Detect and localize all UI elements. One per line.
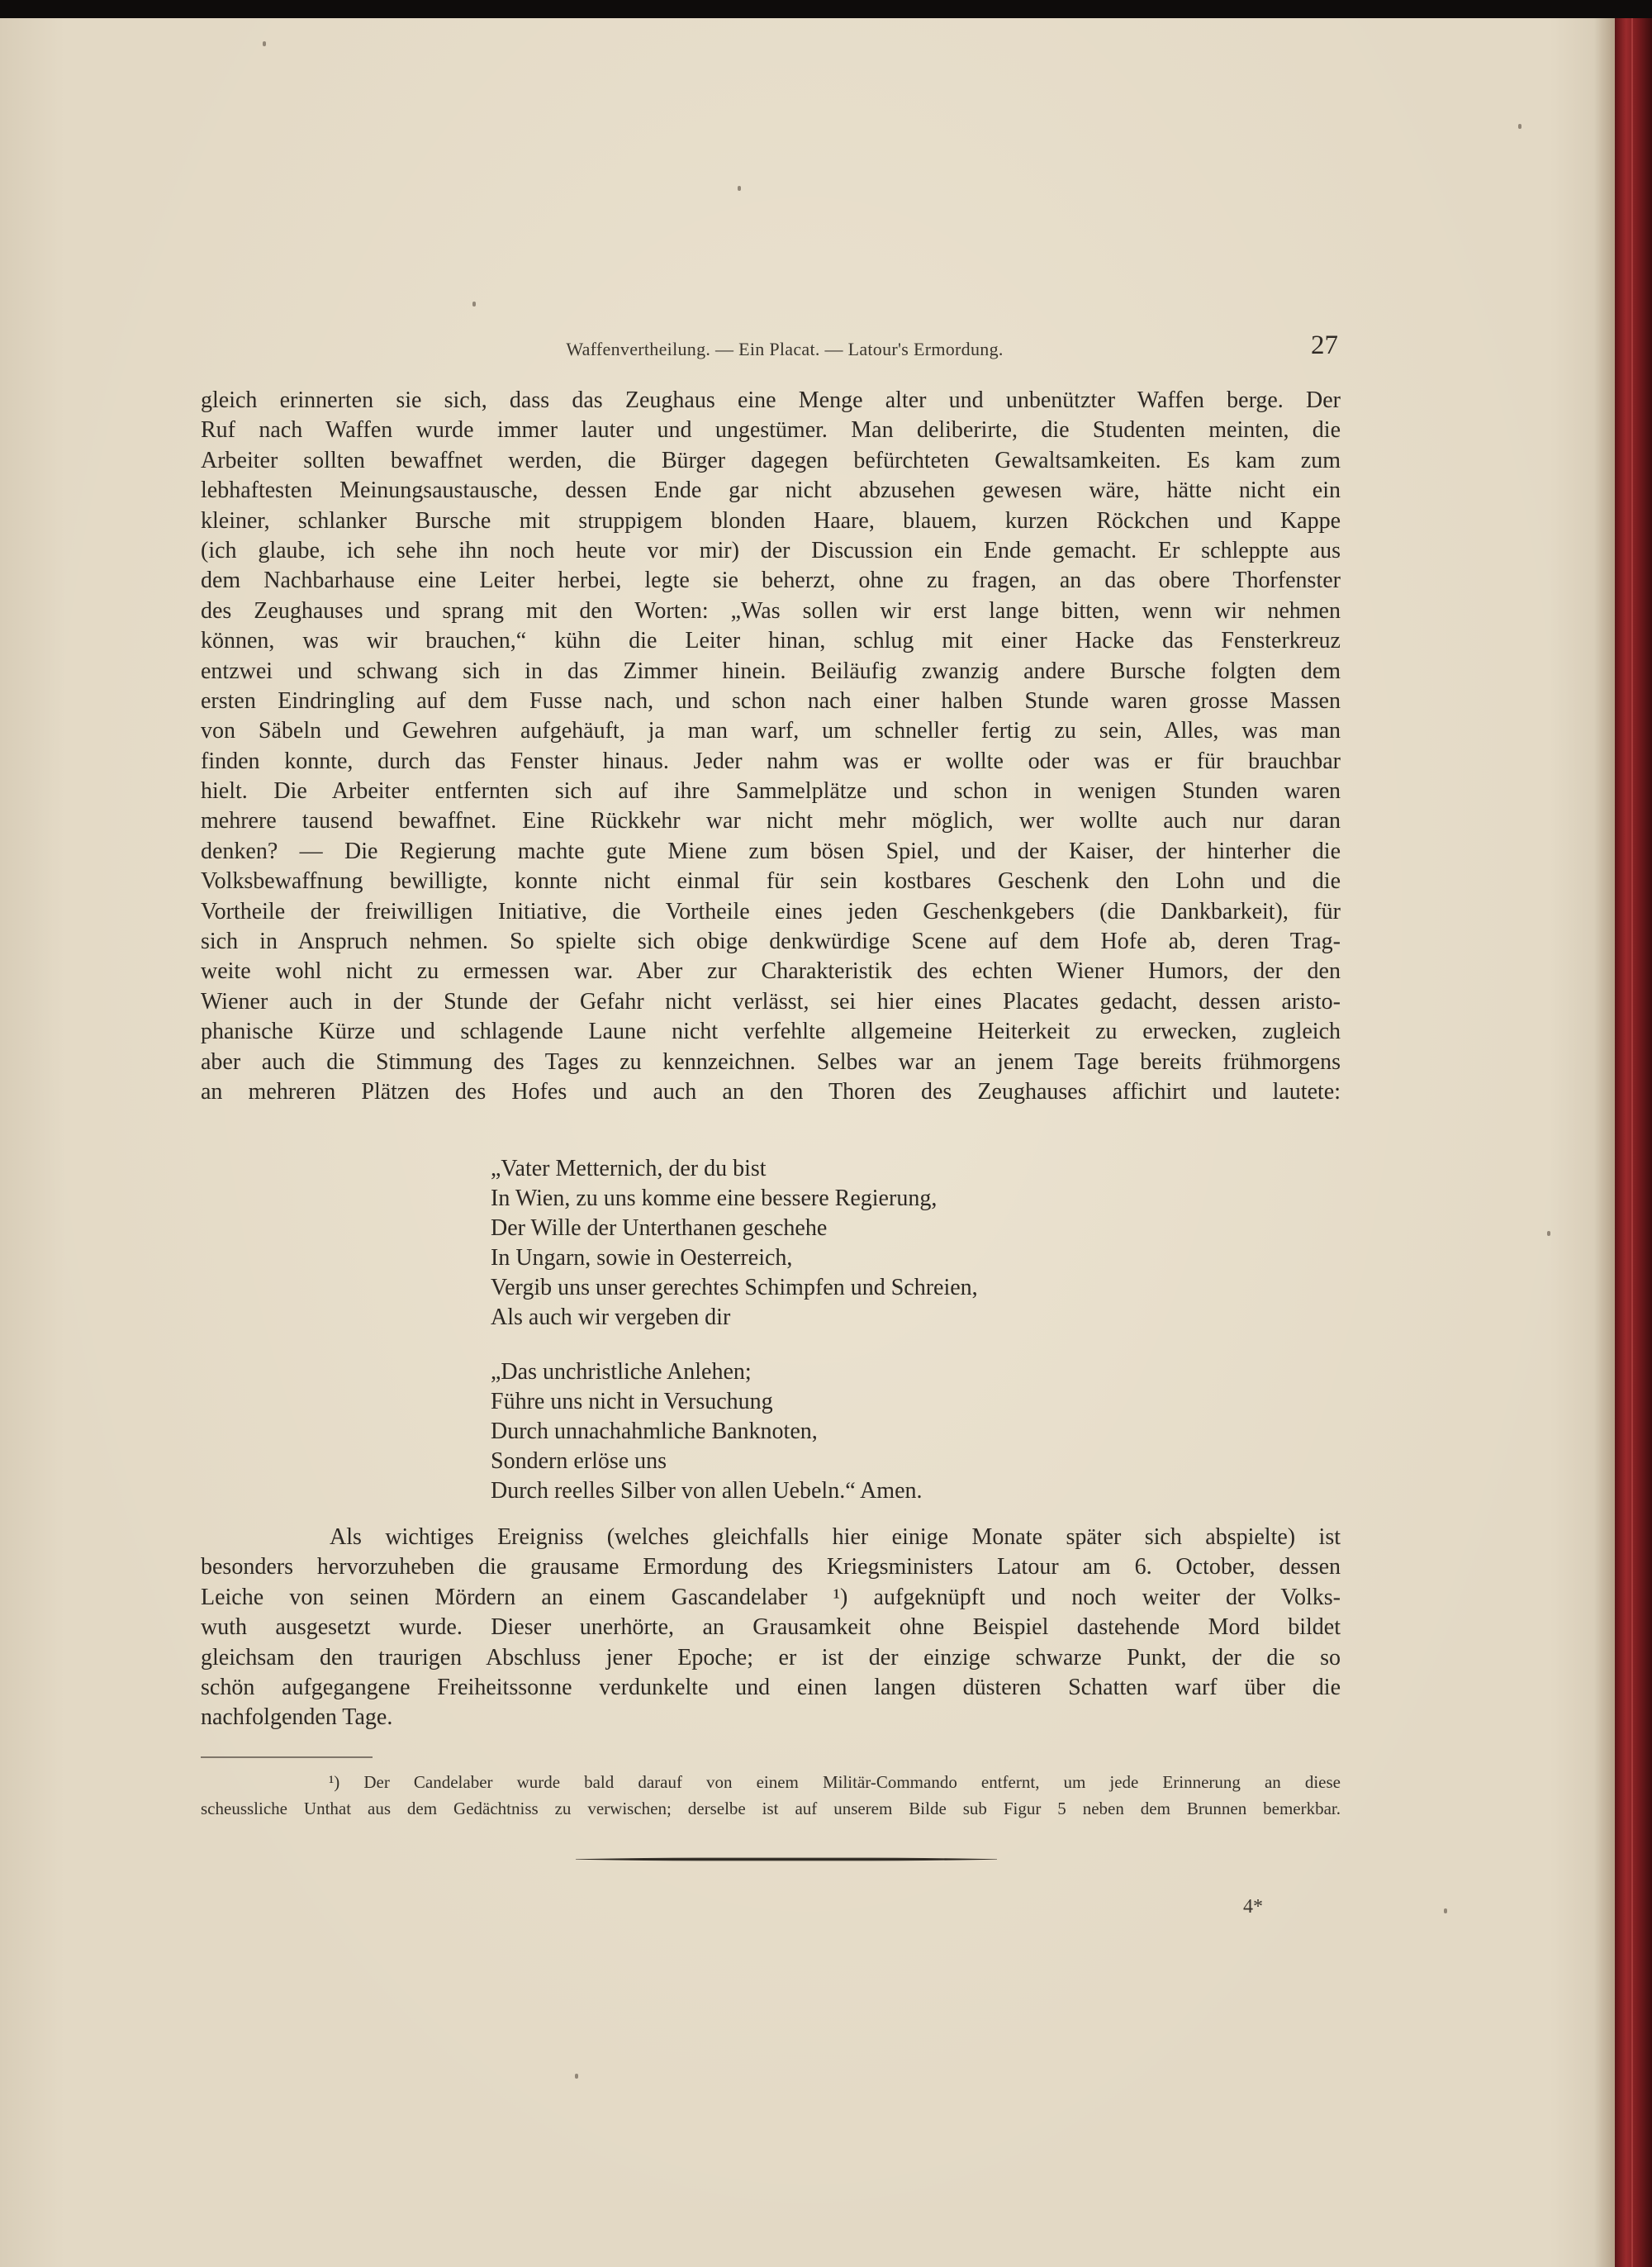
placard-poem-stanza-2 [491, 1357, 1118, 1506]
paper-speck [575, 2074, 578, 2079]
paragraph-2 [201, 1523, 1341, 1733]
text-line: dem Nachbarhause eine Leiter herbei, legte sie beherzt, ohne zu fragen, an das obere Thorfenster [201, 568, 1341, 594]
text-line: gleich erinnerten sie sich, dass das Zeughaus eine Menge alter und unbenützter Waffen berge. Der [201, 387, 1341, 413]
poem-line: Durch unnachahmliche Banknoten, [491, 1419, 818, 1444]
text-line: mehrere tausend bewaffnet. Eine Rückkehr war nicht mehr möglich, wer wollte auch nur daran [201, 808, 1341, 834]
scan-top-edge [0, 0, 1652, 18]
text-line: Wiener auch in der Stunde der Gefahr nicht verlässt, sei hier eines Placates gedacht, dessen aristo- [201, 988, 1341, 1015]
poem-line: „Vater Metternich, der du bist [491, 1156, 767, 1181]
poem-line: Sondern erlöse uns [491, 1448, 667, 1474]
poem-line: Als auch wir vergeben dir [491, 1305, 731, 1330]
text-line: Arbeiter sollten bewaffnet werden, die Bürger dagegen befürchteten Gewaltsamkeiten. Es kam zum [201, 447, 1341, 473]
text-line: lebhaftesten Meinungsaustausche, dessen Ende gar nicht abzusehen gewesen wäre, hätte nicht ein [201, 478, 1341, 504]
text-line: hielt. Die Arbeiter entfernten sich auf ihre Sammelplätze und schon in wenigen Stunden waren [201, 778, 1341, 805]
text-line: (ich glaube, ich sehe ihn noch heute vor mir) der Discussion ein Ende gemacht. Er schleppte aus [201, 537, 1341, 563]
poem-line: Durch reelles Silber von allen Uebeln.“ Amen. [491, 1478, 923, 1504]
paper-speck [1444, 1908, 1447, 1913]
text-line: Volksbewaffnung bewilligte, konnte nicht einmal für sein kostbares Geschenk den Lohn und die [201, 868, 1341, 895]
text-line: von Säbeln und Gewehren aufgehäuft, ja man warf, um schneller fertig zu sein, Alles, was man [201, 718, 1341, 744]
page-number: 27 [1311, 330, 1338, 360]
paper-speck [1547, 1231, 1550, 1236]
text-line: schön aufgegangene Freiheitssonne verdunkelte und einen langen düsteren Schatten warf über die [201, 1674, 1341, 1700]
paragraph-1 [201, 386, 1341, 1107]
paper-speck [472, 302, 476, 307]
text-line: denken? — Die Regierung machte gute Miene zum bösen Spiel, und der Kaiser, der hinterher die [201, 838, 1341, 864]
text-line: können, was wir brauchen,“ kühn die Leiter hinan, schlug mit einer Hacke das Fensterkreuz [201, 628, 1341, 654]
text-line: sich in Anspruch nehmen. So spielte sich obige denkwürdige Scene auf dem Hofe ab, deren Trag- [201, 929, 1341, 955]
text-line: besonders hervorzuheben die grausame Ermordung des Kriegsministers Latour am 6. October, dessen [201, 1554, 1341, 1580]
text-line: gleichsam den traurigen Abschluss jener Epoche; er ist der einzige schwarze Punkt, der die so [201, 1644, 1341, 1671]
text-line: wuth ausgesetzt wurde. Dieser unerhörte, an Grausamkeit ohne Beispiel dastehende Mord bildet [201, 1614, 1341, 1641]
text-line: an mehreren Plätzen des Hofes und auch an den Thoren des Zeughauses affichirt und lautete: [201, 1078, 1341, 1105]
footnote [201, 1769, 1341, 1822]
text-line: Als wichtiges Ereigniss (welches gleichfalls hier einige Monate später sich abspielte) ist [330, 1524, 1341, 1550]
poem-line: In Wien, zu uns komme eine bessere Regierung, [491, 1186, 938, 1211]
placard-poem-stanza-1 [491, 1154, 1118, 1333]
text-line: nachfolgenden Tage. [201, 1704, 393, 1731]
paper-speck [263, 41, 266, 46]
text-line: entzwei und schwang sich in das Zimmer hinein. Beiläufig zwanzig andere Bursche folgten dem [201, 658, 1341, 684]
text-line: Leiche von seinen Mördern an einem Gascandelaber ¹) aufgeknüpft und noch weiter der Volks- [201, 1584, 1341, 1610]
text-line: kleiner, schlanker Bursche mit struppigem blonden Haare, blauem, kurzen Röckchen und Kappe [201, 507, 1341, 534]
text-line: weite wohl nicht zu ermessen war. Aber zur Charakteristik des echten Wiener Humors, der den [201, 958, 1341, 985]
paper-speck [1518, 124, 1521, 129]
text-line: finden konnte, durch das Fenster hinaus. Jeder nahm was er wollte oder was er für brauchbar [201, 748, 1341, 774]
text-line: phanische Kürze und schlagende Laune nicht verfehlte allgemeine Heiterkeit zu erwecken, zugleich [201, 1019, 1341, 1045]
footnote-line: scheussliche Unthat aus dem Gedächtniss zu verwischen; derselbe ist auf unserem Bilde sub Figur 5 neben dem Brunnen bemerkbar. [201, 1799, 1341, 1818]
paper-speck [738, 186, 741, 191]
footnote-rule [201, 1756, 373, 1758]
text-line: Ruf nach Waffen wurde immer lauter und ungestümer. Man deliberirte, die Studenten meinten, die [201, 417, 1341, 444]
text-line: ersten Eindringling auf dem Fusse nach, und schon nach einer halben Stunde waren grosse Massen [201, 687, 1341, 714]
poem-line: Führe uns nicht in Versuchung [491, 1389, 773, 1414]
page-gutter-shadow [1594, 18, 1615, 2267]
footnote-line: ¹) Der Candelaber wurde bald darauf von einem Militär-Commando entfernt, um jede Erinnerung an diese [329, 1772, 1341, 1792]
poem-line: Vergib uns unser gerechtes Schimpfen und Schreien, [491, 1275, 978, 1300]
running-head: Waffenvertheilung. — Ein Placat. — Latour's Ermordung. [566, 339, 1004, 359]
signature-mark: 4* [1243, 1896, 1263, 1918]
text-line: aber auch die Stimmung des Tages zu kennzeichnen. Selbes war an jenem Tage bereits frühmorgens [201, 1048, 1341, 1075]
text-line: Vortheile der freiwilligen Initiative, die Vortheile eines jeden Geschenkgebers (die Dankbarkeit), für [201, 898, 1341, 924]
poem-line: In Ungarn, sowie in Oesterreich, [491, 1245, 793, 1271]
text-line: des Zeughauses und sprang mit den Worten: „Was sollen wir erst lange bitten, wenn wir nehmen [201, 597, 1341, 624]
poem-line: „Das unchristliche Anlehen; [491, 1359, 752, 1385]
poem-line: Der Wille der Unterthanen geschehe [491, 1215, 828, 1241]
book-binding-edge [1615, 18, 1652, 2267]
binding-highlight [1631, 18, 1633, 2267]
